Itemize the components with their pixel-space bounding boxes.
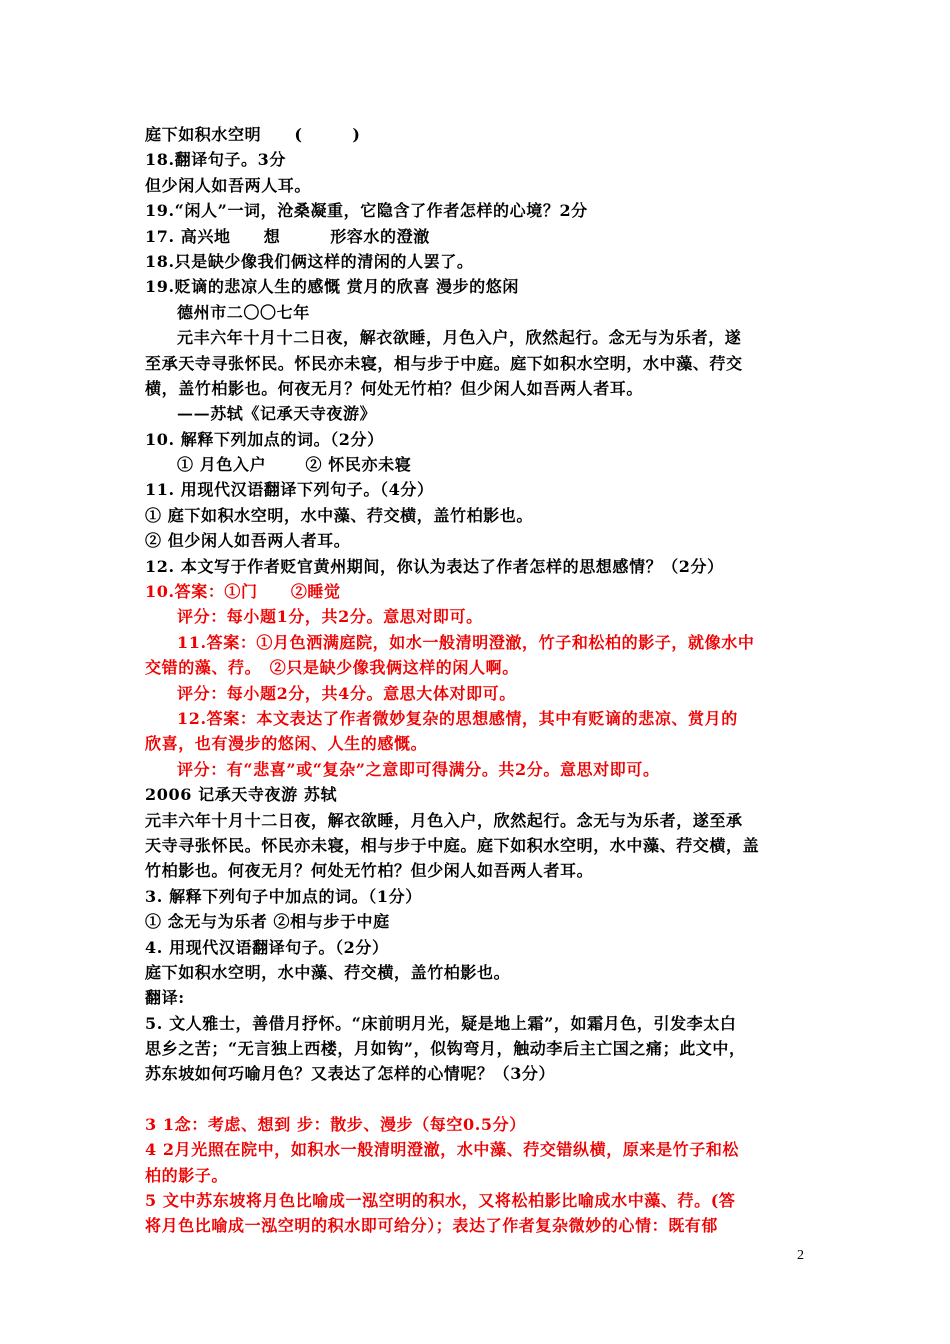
section-heading: 2006 记承天寺夜游 苏轼 <box>145 785 338 805</box>
question-10: 10. 解释下列加点的词。（2分） <box>145 429 384 449</box>
passage-line: 天寺寻张怀民。怀民亦未寝，相与步于中庭。庭下如积水空明，水中藻、荇交横，盖 <box>145 835 760 855</box>
passage-line: 至承天寺寻张怀民。怀民亦未寝，相与步于中庭。庭下如积水空明，水中藻、荇交 <box>145 353 743 373</box>
section-heading: 德州市二〇〇七年 <box>177 302 310 322</box>
answer-19: 19.贬谪的悲凉人生的感慨 赏月的欣喜 漫步的悠闲 <box>145 277 519 297</box>
text-line: 但少闲人如吾两人耳。 <box>145 175 312 195</box>
answer-5: 5 文中苏东坡将月色比喻成一泓空明的积水，又将松柏影比喻成水中藻、荇。(答 <box>145 1191 736 1211</box>
passage-line: 竹柏影也。何夜无月？何处无竹柏？但少闲人如吾两人者耳。 <box>145 861 594 881</box>
question-12: 12. 本文写于作者贬官黄州期间，你认为表达了作者怎样的思想感情？（2分） <box>145 556 724 576</box>
answer-11: 11.答案：①月色洒满庭院，如水一般清明澄澈，竹子和松柏的影子，就像水中 <box>177 632 755 652</box>
page-number: 2 <box>797 1248 804 1263</box>
question-4: 4. 用现代汉语翻译句子。（2分） <box>145 937 389 957</box>
question-11: 11. 用现代汉语翻译下列句子。（4分） <box>145 480 434 500</box>
text-line: 庭下如积水空明 ( ) <box>145 125 361 144</box>
question-3-items: ① 念无与为乐者 ②相与步于中庭 <box>145 912 390 932</box>
spacer <box>145 1087 815 1112</box>
translation-label: 翻译: <box>145 988 185 1008</box>
answer-11: 交错的藻、荇。 ②只是缺少像我俩这样的闲人啊。 <box>145 658 519 678</box>
answer-4: 4 2月光照在院中，如积水一般清明澄澈，水中藻、荇交错纵横，原来是竹子和松 <box>145 1140 740 1160</box>
answer-4: 柏的影子。 <box>145 1165 229 1185</box>
question-3: 3. 解释下列句子中加点的词。（1分） <box>145 886 422 906</box>
answer-12: 12.答案：本文表达了作者微妙复杂的思想感情，其中有贬谪的悲凉、赏月的 <box>177 708 738 728</box>
answer-10: 10.答案：①门 ②睡觉 <box>145 582 341 602</box>
question-5: 苏东坡如何巧喻月色？又表达了怎样的心情呢？（3分） <box>145 1064 556 1084</box>
question-5: 思乡之苦；“无言独上西楼，月如钩”，似钩弯月，触动李后主亡国之痛；此文中， <box>145 1039 746 1059</box>
passage-line: 元丰六年十月十二日夜，解衣欲睡，月色入户，欣然起行。念无与为乐者，遂至承 <box>145 810 743 830</box>
question-18: 18.翻译句子。3分 <box>145 150 286 170</box>
question-10-items: ① 月色入户 ② 怀民亦未寝 <box>177 455 412 475</box>
scoring-12: 评分：有“悲喜”或“复杂”之意即可得满分。共2分。意思对即可。 <box>177 759 660 779</box>
passage-line: 横，盖竹柏影也。何夜无月？何处无竹柏？但少闲人如吾两人者耳。 <box>145 378 644 398</box>
question-4-sentence: 庭下如积水空明，水中藻、荇交横，盖竹柏影也。 <box>145 962 511 982</box>
answer-5: 将月色比喻成一泓空明的积水即可给分）；表达了作者复杂微妙的心情：既有郁 <box>145 1216 719 1236</box>
question-11-item: ① 庭下如积水空明，水中藻、荇交横，盖竹柏影也。 <box>145 505 533 525</box>
passage-line: 元丰六年十月十二日夜，解衣欲睡，月色入户，欣然起行。念无与为乐者，遂 <box>177 328 742 348</box>
scoring-10: 评分：每小题1分，共2分。意思对即可。 <box>177 607 483 627</box>
answer-12: 欣喜，也有漫步的悠闲、人生的感慨。 <box>145 734 428 754</box>
question-19: 19.“闲人”一词，沧桑凝重，它隐含了作者怎样的心境？2分 <box>145 201 588 221</box>
answer-17: 17. 高兴地 想 形容水的澄澈 <box>145 226 430 246</box>
passage-source: ——苏轼《记承天寺夜游》 <box>177 404 377 424</box>
answer-18: 18.只是缺少像我们俩这样的清闲的人罢了。 <box>145 251 474 271</box>
scoring-11: 评分：每小题2分，共4分。意思大体对即可。 <box>177 683 516 703</box>
question-11-item: ② 但少闲人如吾两人者耳。 <box>145 531 351 551</box>
answer-3: 3 1念：考虑、想到 步：散步、漫步（每空0.5分） <box>145 1114 526 1134</box>
document-body <box>145 122 815 1239</box>
question-5: 5. 文人雅士，善借月抒怀。“床前明月光，疑是地上霜”，如霜月色，引发李太白 <box>145 1013 737 1033</box>
